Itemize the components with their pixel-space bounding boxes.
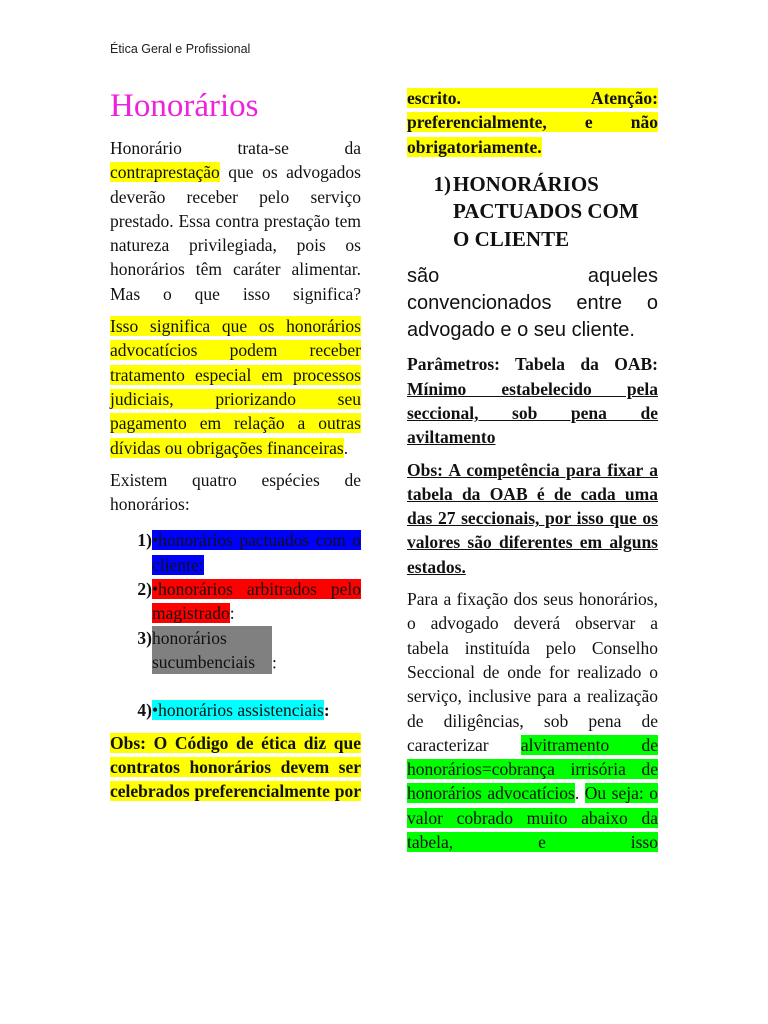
paragraph-convencionados: são aqueles convencionados entre o advogado e o seu cliente. xyxy=(407,265,658,342)
obs-contracts: Obs: O Código de ética diz que contratos honorários devem ser celebrados preferencialmente por xyxy=(110,732,361,802)
document-header: Ética Geral e Profissional xyxy=(110,42,251,56)
highlight-contraprestacao: contraprestação xyxy=(110,162,220,183)
page-title: Honorários xyxy=(110,88,259,124)
obs-continuation: escrito. Atenção: preferencialmente, e não obrigatoriamente. xyxy=(407,88,658,157)
paragraph-species-intro: Existem quatro espécies de honorários: xyxy=(110,469,361,515)
list-item: 3) honorários sucumbenciais : xyxy=(110,626,361,675)
paragraph-parametros: Parâmetros: Tabela da OAB: Mínimo estabelecido pela seccional, sob pena de aviltamento xyxy=(407,354,658,448)
list-item: 1) •honorários pactuados com o cliente: xyxy=(137,530,361,575)
list-item: 4) •honorários assistenciais: xyxy=(137,700,330,721)
left-column xyxy=(110,86,361,803)
right-column xyxy=(407,86,658,854)
paragraph-fixacao: Para a fixação dos seus honorários, o advogado deverá observar a tabela instituída pelo Conselho Seccional de onde for realizado o serviço, inclusive para a realização de diligências, sob pena de caracterizar alvitramento de honorários=cobrança irrisória de honorários advocatícios. Ou seja: o valor cobrado muito abaixo da tabela, e isso xyxy=(407,589,659,853)
obs-competencia: Obs: A competência para fixar a tabela da OAB é de cada uma das 27 seccionais, por isso que os valores são diferentes em alguns estados. xyxy=(407,459,658,577)
paragraph-definition: Honorário trata-se da contraprestação que os advogados deverão receber pelo serviço prestado. Essa contra prestação tem natureza privilegiada, pois os honorários têm caráter alimentar. Mas o que isso significa? xyxy=(110,138,361,304)
list-item: 2) •honorários arbitrados pelo magistrado: xyxy=(137,579,361,624)
section-heading: 1) HONORÁRIOS PACTUADOS COM O CLIENTE xyxy=(433,171,639,251)
paragraph-meaning: Isso significa que os honorários advocatícios podem receber tratamento especial em processos judiciais, priorizando seu pagamento em relação a outras dívidas ou obrigações financeiras. xyxy=(110,316,361,458)
species-list xyxy=(110,528,361,722)
